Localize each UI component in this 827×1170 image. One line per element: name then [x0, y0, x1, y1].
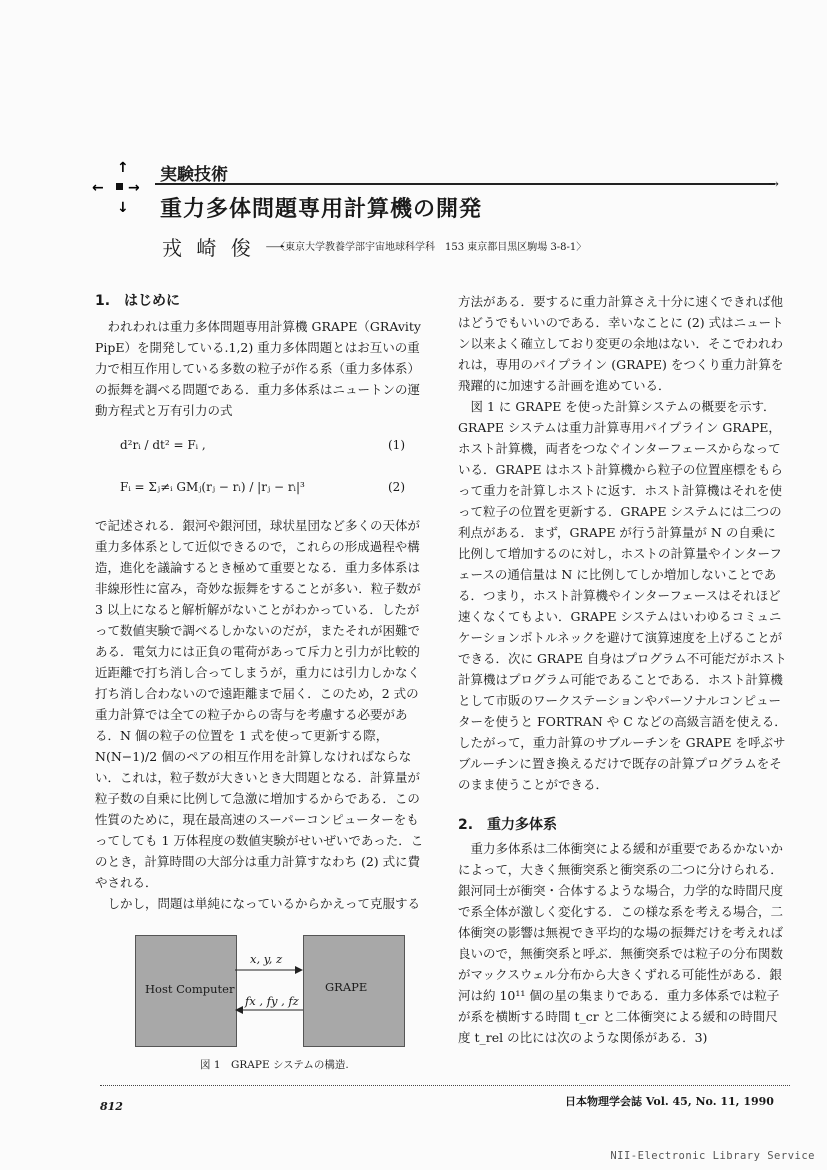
footer-rule [100, 1085, 790, 1086]
equation-2-body: Fᵢ = Σⱼ≠ᵢ GMⱼ(rⱼ − rᵢ) / |rⱼ − rᵢ|³ [120, 480, 305, 494]
article-title: 重力多体問題専用計算機の開発 [160, 197, 483, 222]
library-service-watermark: NII-Electronic Library Service [610, 1150, 815, 1162]
right-column [458, 291, 788, 1048]
figure-caption: 図 1 GRAPE システムの構造. [200, 1059, 349, 1071]
section-heading-2: 2. 重力多体系 [458, 817, 558, 833]
figure-1 [135, 930, 405, 1080]
equation-1 [95, 425, 425, 467]
header-rule [155, 183, 775, 185]
page-number: 812 [100, 1100, 123, 1113]
rule-arrow-icon: → [768, 177, 779, 192]
section-heading-1: 1. はじめに [95, 293, 181, 309]
author-affiliation: 〈東京大学教養学部宇宙地球科学科 153 東京都目黒区駒場 3-8-1〉 [275, 242, 587, 253]
paragraph: 方法がある．要するに重力計算さえ十分に速くできれば他はどうでもいいのである．幸いなことに (2) 式はニュートン以来よく確立しており変更の余地はない．そこでわれわれは，専用のパイプライン (GRAPE) をつくり重力計算を飛躍的に加速する計画を進めている． [458, 294, 784, 393]
equation-1-number: (1) [388, 438, 405, 452]
journal-citation: 日本物理学会誌 Vol. 45, No. 11, 1990 [565, 1095, 774, 1108]
svg-text:↓: ↓ [117, 200, 129, 216]
grape-label: GRAPE [325, 980, 368, 994]
data-flow-arrows [235, 960, 303, 1020]
paragraph: 重力多体系は二体衝突による緩和が重要であるかないかによって，大きく無衝突系と衝突系の二つに分けられる．銀河同士が衝突・合体するような場合，力学的な時間尺度で系全体が激しく変化する．この様な系を考える場合，二体衝突の影響は無視でき平均的な場の振舞だけを考えれば良いので，無衝突系と呼ぶ．無衝突系では粒子の分布関数がマックスウェル分布から大きくずれる可能性がある．銀河は約 10¹¹ 個の星の集まりである．重力多体系では粒子が系を横断する時間 t_cr と二体衝突による緩和の時間尺度 t_rel の比には次のような関係がある．3) [458, 841, 784, 1045]
author-name: 戎 崎 俊 一 [162, 236, 290, 260]
paragraph: しかし，問題は単純になっているからかえって克服する [107, 896, 421, 911]
article-category: 実験技術 [160, 165, 228, 185]
paragraph: 図 1 に GRAPE を使った計算システムの概要を示す．GRAPE システムは重力計算専用パイプライン GRAPE，ホスト計算機，両者をつなぐインターフェースからなっている．GRAPE はホスト計算機から粒子の位置座標をもらって重力を計算しホストに返す．ホスト計算機はそれを使って粒子の位置を更新する．GRAPE システムには二つの利点がある．まず，GRAPE が行う計算量が N の自乗に比例して増加するのに対し，ホストの計算量やインターフェースの通信量は N に比例してしか増加しないことである．つまり，ホスト計算機やインターフェースはそれほど速くなくてもよい．GRAPE システムはいわゆるコミュニケーションボトルネックを避けて演算速度を上げることができる．次に GRAPE 自身はプログラム不可能だがホスト計算機はプログラム可能であることである．ホスト計算機として市販のワークステーションやパーソナルコンピューターを使うと FORTRAN や C などの高級言語を使える．したがって，重力計算のサブルーチンを GRAPE を呼ぶサブルーチンに置き換えるだけで既存の計算プログラムをそのまま使うことができる． [458, 399, 787, 792]
arrows-cross-icon [92, 156, 152, 216]
equation-1-body: d²rᵢ / dt² = Fᵢ , [120, 438, 206, 452]
equation-2-number: (2) [388, 480, 405, 494]
equation-2 [95, 467, 425, 515]
paragraph: われわれは重力多体問題専用計算機 GRAPE（GRAvity PipE）を開発している.1,2) 重力多体問題とはお互いの重力で相互作用している多数の粒子が作る系（重力多体系）の振舞を調べる問題である．重力多体系はニュートンの運動方程式と万有引力の式 [95, 319, 421, 418]
paragraph: で記述される．銀河や銀河団，球状星団など多くの天体が重力多体系として近似できるので，これらの形成過程や構造，進化を議論するとき極めて重要となる．重力多体系は非線形性に富み，奇妙な振舞をすることが多い．粒子数が 3 以上になると解析解がないことがわかっている．したがって数値実験で調べるしかないのだが，またそれが困難である．電気力には正負の電荷があって斥力と引力が比較的近距離で打ち消し合ってしまうが，重力には引力しかなく打ち消し合わないので遠距離まで届く．このため，2 式の重力計算では全ての粒子からの寄与を考慮する必要がある．N 個の粒子の位置を 1 式を使って更新する際，N(N−1)/2 個のペアの相互作用を計算しなければならない．これは，粒子数が大きいとき大問題となる．計算量が粒子数の自乗に比例して急激に増加するからである．この性質のために，現在最高速のスーパーコンピューターをもってしても 1 万体程度の数値実験がせいぜいであった．このとき，計算時間の大部分は重力計算すなわち (2) 式に費やされる． [95, 518, 424, 890]
left-column [95, 291, 425, 914]
svg-text:↑: ↑ [117, 160, 129, 176]
svg-text:←: ← [92, 180, 104, 196]
force-arrow-label: fx , fy , fz [245, 994, 299, 1008]
position-arrow-label: x, y, z [250, 952, 283, 966]
svg-text:→: → [128, 180, 140, 196]
host-computer-label: Host Computer [145, 982, 235, 996]
